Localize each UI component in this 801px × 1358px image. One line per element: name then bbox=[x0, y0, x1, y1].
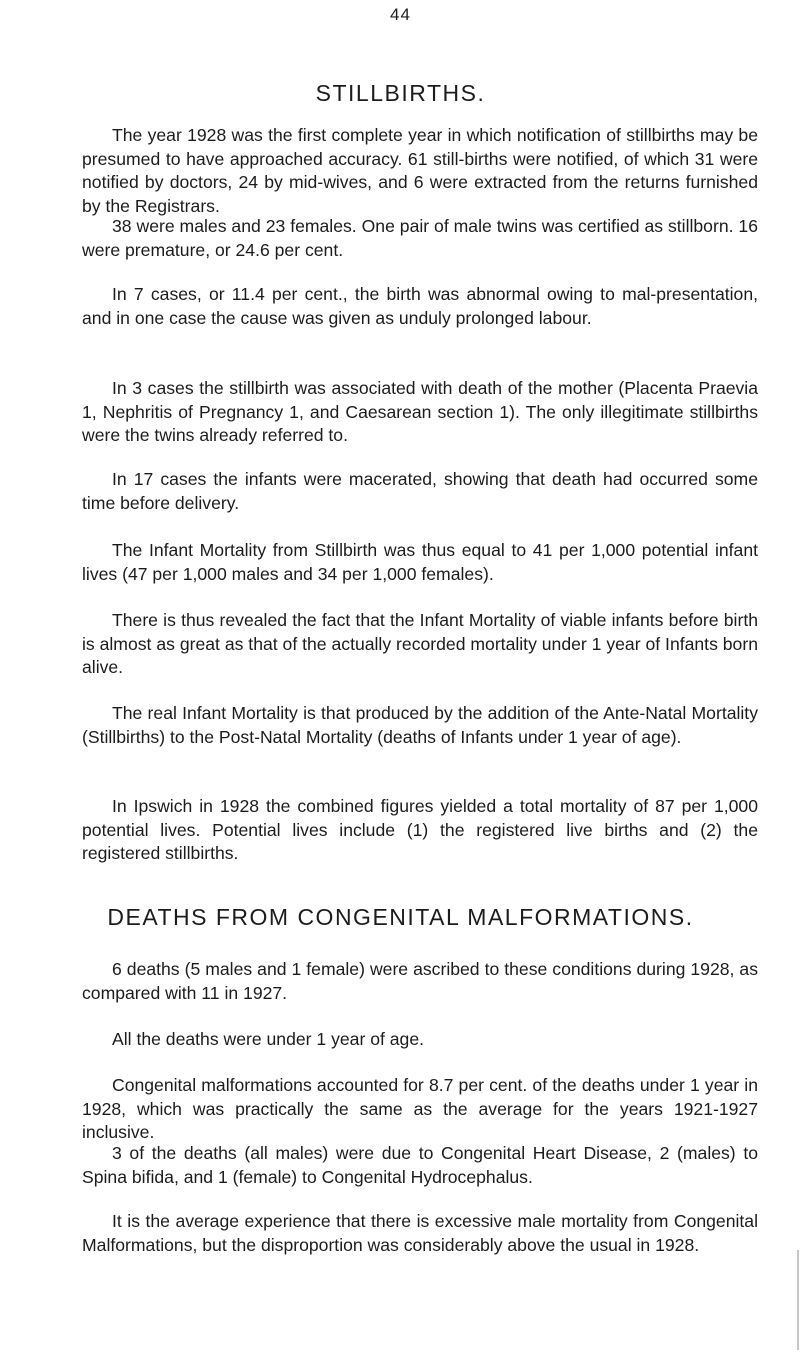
page-number: 44 bbox=[390, 5, 411, 24]
malformations-paragraph-5: It is the average experience that there is excessive male mortality from Congenital Malformations, but the disproportion was considerably above the usual in 1928. bbox=[82, 1211, 758, 1255]
stillbirths-heading: STILLBIRTHS. bbox=[315, 80, 486, 106]
malformations-paragraph-1: 6 deaths (5 males and 1 female) were ascribed to these conditions during 1928, as compared with 11 in 1927. bbox=[82, 959, 758, 1003]
stillbirths-paragraph-7: There is thus revealed the fact that the Infant Mortality of viable infants before birth is almost as great as that of the actually recorded mortality under 1 year of Infants born alive. bbox=[82, 610, 758, 677]
scan-edge-line bbox=[797, 1250, 799, 1350]
stillbirths-paragraph-2: 38 were males and 23 females. One pair of male twins was certified as stillborn. 16 were premature, or 24.6 per cent. bbox=[82, 216, 758, 260]
malformations-paragraph-4: 3 of the deaths (all males) were due to Congenital Heart Disease, 2 (males) to Spina bifida, and 1 (female) to Congenital Hydrocephalus. bbox=[82, 1143, 758, 1187]
congenital-malformations-heading: DEATHS FROM CONGENITAL MALFORMATIONS. bbox=[107, 904, 694, 930]
stillbirths-paragraph-5: In 17 cases the infants were macerated, showing that death had occurred some time before delivery. bbox=[82, 469, 758, 513]
malformations-paragraph-3: Congenital malformations accounted for 8.7 per cent. of the deaths under 1 year in 1928, which was practically the same as the average for the years 1921-1927 inclusive. bbox=[82, 1075, 758, 1142]
stillbirths-paragraph-3: In 7 cases, or 11.4 per cent., the birth was abnormal owing to mal-presentation, and in one case the cause was given as unduly prolonged labour. bbox=[82, 284, 758, 328]
malformations-paragraph-2: All the deaths were under 1 year of age. bbox=[112, 1029, 424, 1049]
stillbirths-paragraph-1: The year 1928 was the first complete year in which notification of stillbirths may be presumed to have approached accuracy. 61 still-births were notified, of which 31 were notified by doctors, 24 by mid-wives, and 6 were extracted from the returns furnished by the Registrars. bbox=[82, 125, 758, 216]
stillbirths-paragraph-9: In Ipswich in 1928 the combined figures yielded a total mortality of 87 per 1,000 potential lives. Potential lives include (1) the registered live births and (2) the registered stillbirths. bbox=[82, 796, 758, 863]
stillbirths-paragraph-6: The Infant Mortality from Stillbirth was thus equal to 41 per 1,000 potential infant lives (47 per 1,000 males and 34 per 1,000 females). bbox=[82, 540, 758, 584]
stillbirths-paragraph-4: In 3 cases the stillbirth was associated with death of the mother (Placenta Praevia 1, Nephritis of Pregnancy 1, and Caesarean section 1). The only illegitimate stillbirths were the twins already referred to. bbox=[82, 378, 758, 445]
stillbirths-paragraph-8: The real Infant Mortality is that produced by the addition of the Ante-Natal Mortality (Stillbirths) to the Post-Natal Mortality (deaths of Infants under 1 year of age). bbox=[82, 703, 758, 747]
